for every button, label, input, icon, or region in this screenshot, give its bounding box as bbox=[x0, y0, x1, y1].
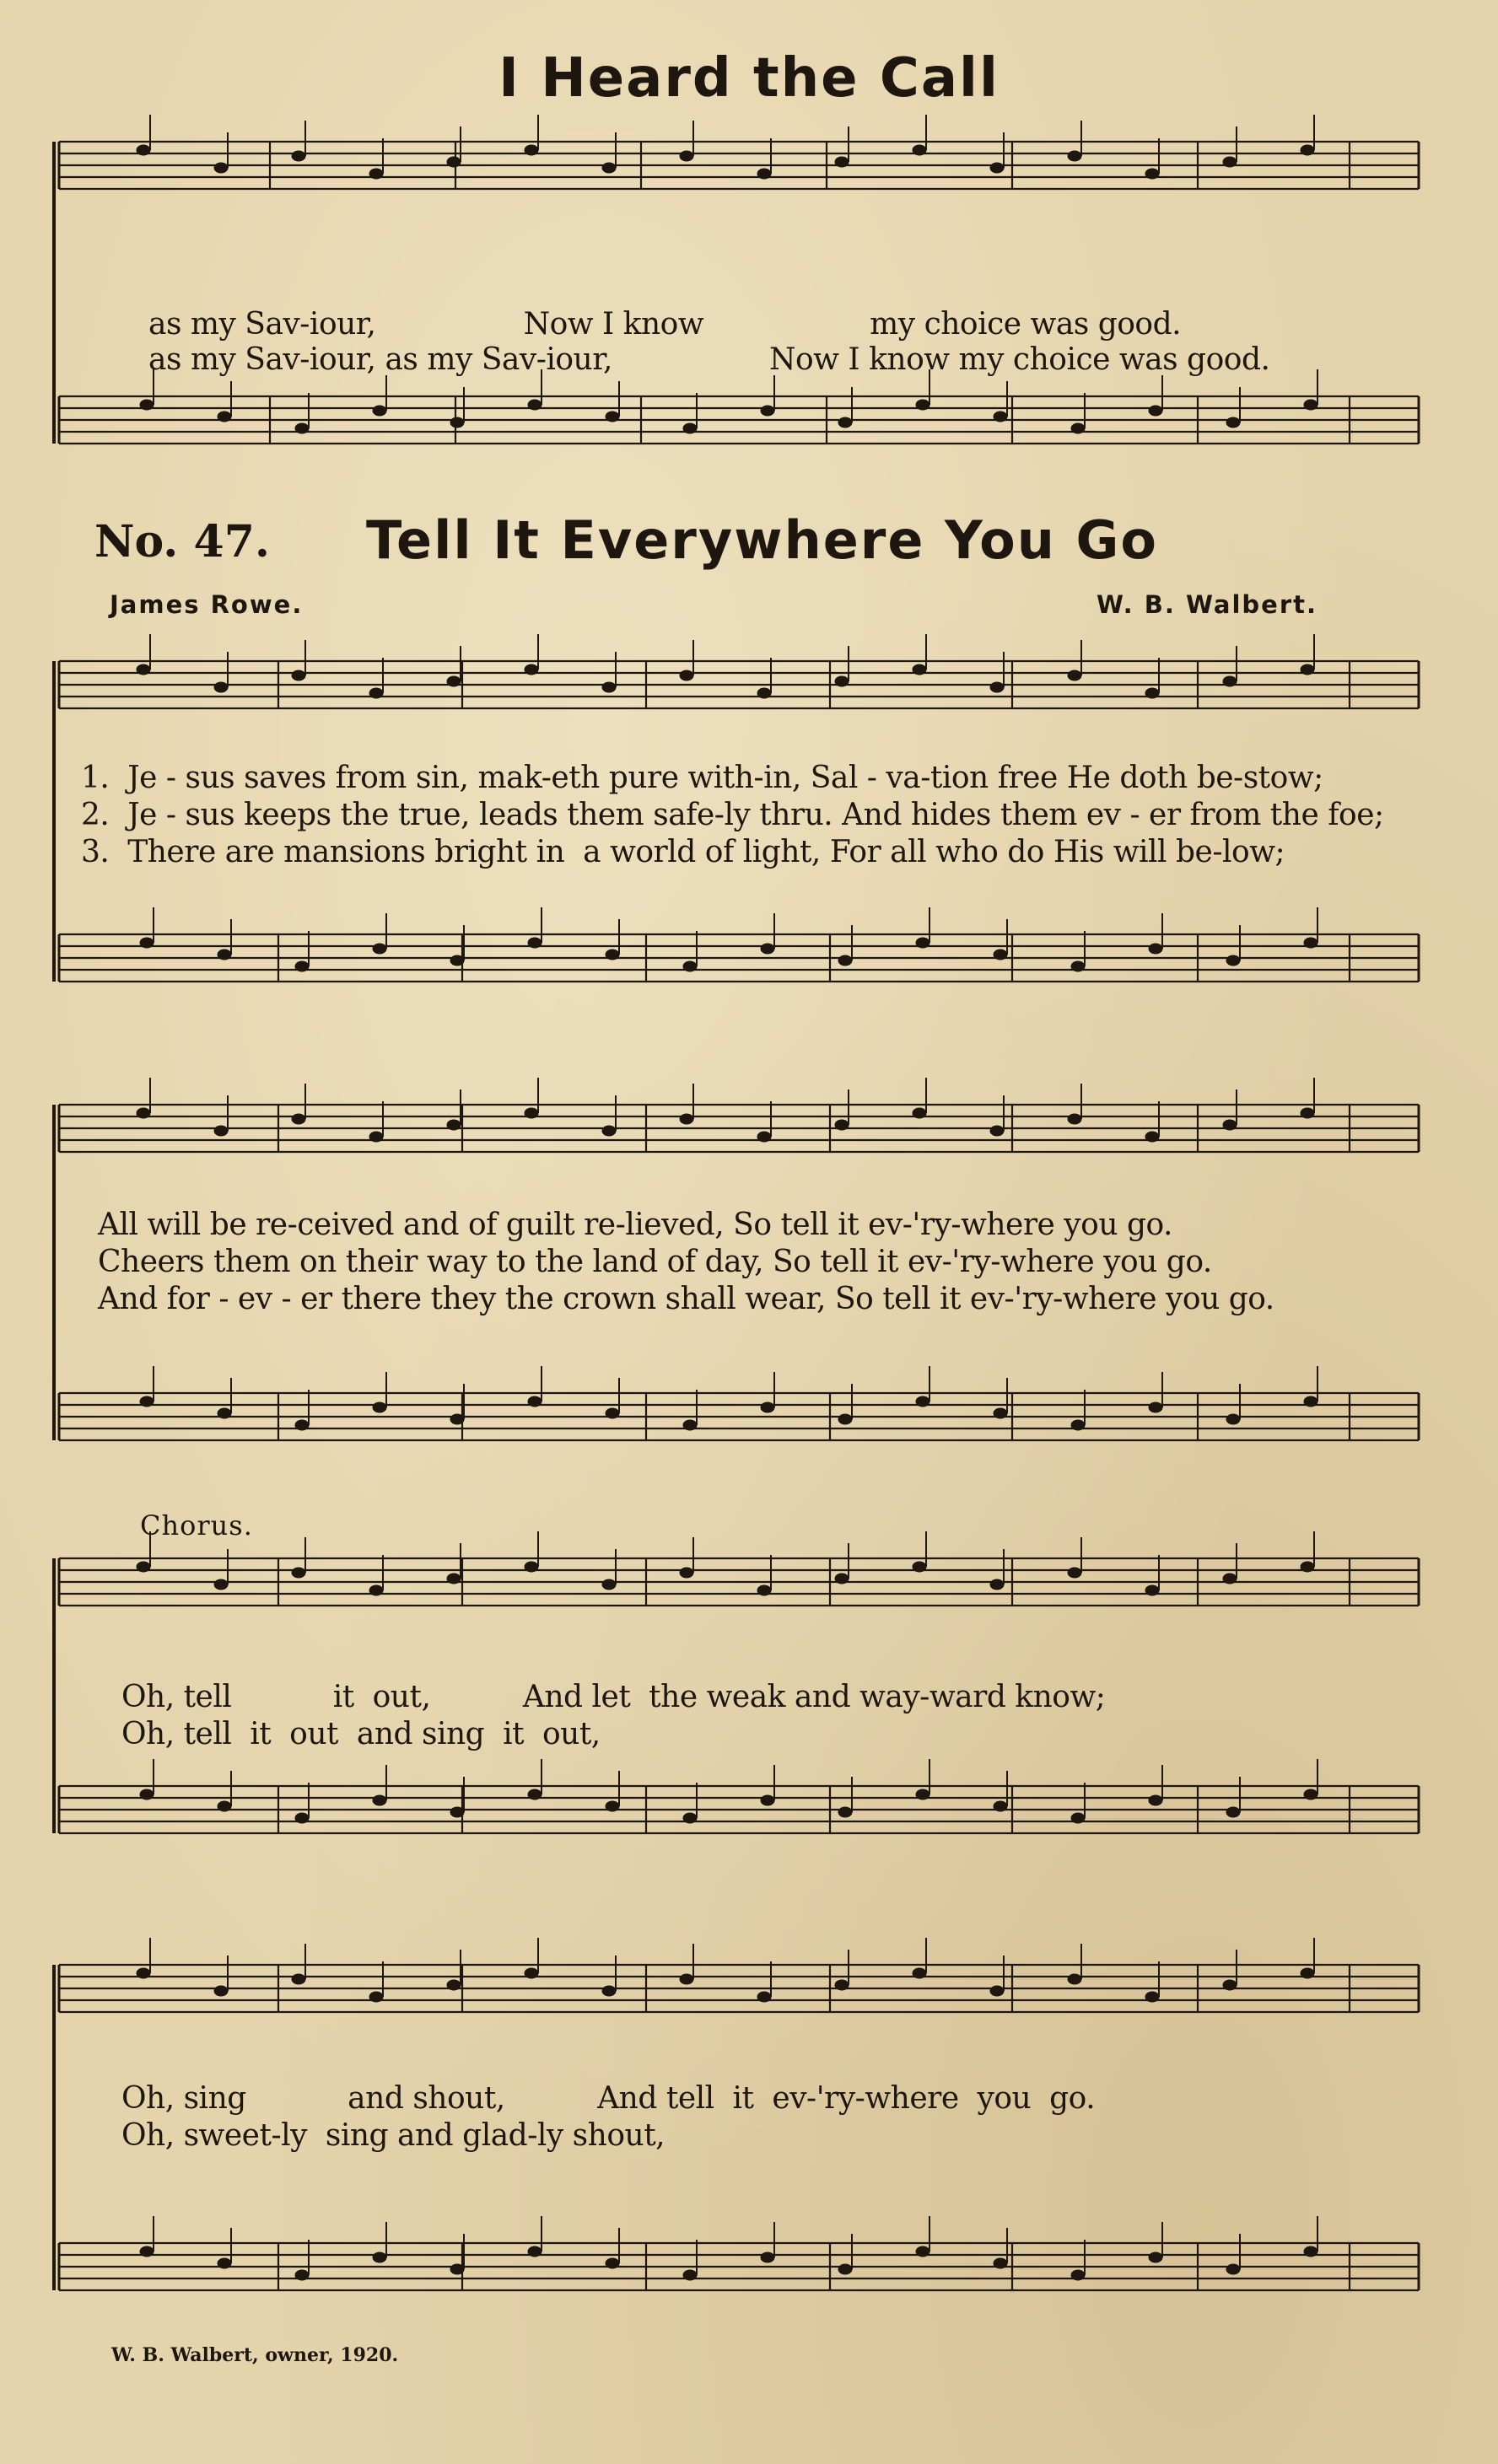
chorus-system-1-treble-note bbox=[214, 1579, 228, 1590]
prev-system-bass-note bbox=[761, 406, 774, 416]
verse-system-2-treble-note bbox=[447, 1120, 461, 1130]
chorus-system-1-treble-note bbox=[757, 1585, 771, 1595]
chorus-system-2-treble-note bbox=[525, 1968, 538, 1978]
verse-system-2-treble-note bbox=[990, 1126, 1004, 1136]
prev-system-bass-note bbox=[218, 412, 231, 422]
verse-system-1-bass-note bbox=[140, 938, 154, 948]
chorus-system-2-bass-note bbox=[295, 2270, 309, 2280]
verse-system-1-treble-note bbox=[913, 664, 926, 675]
prev-system-treble-note bbox=[680, 151, 693, 161]
verse-system-1-treble-note bbox=[214, 682, 228, 692]
chorus-system-2-bass-note bbox=[838, 2264, 852, 2274]
chorus-system-2-treble-note bbox=[137, 1968, 150, 1978]
verse-system-2-bass-note bbox=[606, 1408, 619, 1418]
chorus-system-2-bass-note bbox=[606, 2258, 619, 2268]
verse-1-line-1: 1. Je - sus saves from sin, mak-eth pure with-in, Sal - va-tion free He doth be-stow; bbox=[81, 761, 1323, 795]
chorus-system-1-bass-note bbox=[916, 1789, 930, 1800]
verse-system-1-treble-note bbox=[602, 682, 616, 692]
chorus-system-1-bass-note bbox=[373, 1795, 386, 1805]
verse-system-2-treble-note bbox=[1301, 1108, 1314, 1118]
verse-system-1-treble-note bbox=[1145, 688, 1159, 698]
verse-system-1-treble-note bbox=[680, 670, 693, 681]
verse-system-1-treble-note bbox=[990, 682, 1004, 692]
prev-system-bass-note bbox=[1226, 417, 1240, 428]
prev-system-treble-note bbox=[1068, 151, 1081, 161]
prev-system-treble-note bbox=[1223, 157, 1237, 167]
chorus-system-2-bass-note bbox=[218, 2258, 231, 2268]
prev-system-bass-note bbox=[528, 400, 542, 410]
chorus-system-2-treble-note bbox=[1145, 1992, 1159, 2002]
chorus-system-1-bass-note bbox=[528, 1789, 542, 1800]
verse-system-1-bass-note bbox=[295, 961, 309, 971]
chorus-line-1-top: Oh, tell it out, And let the weak and way-ward know; bbox=[121, 1680, 1106, 1714]
chorus-system-2-bass-note bbox=[1226, 2264, 1240, 2274]
prev-system-bass-note bbox=[683, 423, 697, 433]
verse-system-1-bass-note bbox=[528, 938, 542, 948]
chorus-system-1-treble-note bbox=[1223, 1574, 1237, 1584]
chorus-system-2-treble-note bbox=[1223, 1980, 1237, 1990]
prev-system-treble-note bbox=[447, 157, 461, 167]
verse-system-1-treble-note bbox=[1301, 664, 1314, 675]
verse-system-2-bass-note bbox=[295, 1420, 309, 1430]
chorus-system-1-treble-note bbox=[990, 1579, 1004, 1590]
chorus-system-1-treble-note bbox=[447, 1574, 461, 1584]
prev-system-treble-note bbox=[835, 157, 849, 167]
chorus-system-2-bass-note bbox=[1304, 2246, 1317, 2257]
chorus-system-1-treble-note bbox=[1068, 1568, 1081, 1578]
chorus-system-2-bass-note bbox=[683, 2270, 697, 2280]
verse-system-2-treble-note bbox=[369, 1132, 383, 1142]
chorus-system-1-bass-note bbox=[218, 1801, 231, 1811]
prev-lyric-line-2: as my Sav-iour, as my Sav-iour, Now I know my choice was good. bbox=[148, 342, 1270, 377]
lyricist-credit: James Rowe. bbox=[110, 590, 304, 619]
verse-2-line-1: 2. Je - sus keeps the true, leads them safe-ly thru. And hides them ev - er from the foe; bbox=[81, 798, 1384, 832]
verse-1-line-2: All will be re-ceived and of guilt re-lieved, So tell it ev-'ry-where you go. bbox=[98, 1208, 1172, 1242]
prev-system-treble-note bbox=[602, 163, 616, 173]
verse-system-1-treble-note bbox=[1068, 670, 1081, 681]
verse-system-2-treble-note bbox=[1223, 1120, 1237, 1130]
verse-system-2-treble-note bbox=[214, 1126, 228, 1136]
verse-system-2-bass-note bbox=[528, 1396, 542, 1407]
verse-system-2-bass-note bbox=[994, 1408, 1007, 1418]
verse-system-1-bass-note bbox=[838, 955, 852, 966]
chorus-system-2-bass-note bbox=[916, 2246, 930, 2257]
chorus-system-1-bass-note bbox=[994, 1801, 1007, 1811]
verse-system-2-treble-note bbox=[1145, 1132, 1159, 1142]
copyright-notice: W. B. Walbert, owner, 1920. bbox=[111, 2344, 399, 2366]
verse-system-1-treble-note bbox=[1223, 676, 1237, 686]
verse-system-2-bass-note bbox=[373, 1402, 386, 1412]
chorus-label: Chorus. bbox=[140, 1509, 253, 1541]
chorus-system-1-bass-note bbox=[140, 1789, 154, 1800]
verse-system-1-bass-note bbox=[761, 944, 774, 954]
verse-system-2-bass-note bbox=[683, 1420, 697, 1430]
verse-system-2-treble-note bbox=[1068, 1114, 1081, 1124]
chorus-system-2-treble-note bbox=[835, 1980, 849, 1990]
verse-system-1-treble-note bbox=[292, 670, 305, 681]
chorus-system-2-treble-note bbox=[1068, 1974, 1081, 1984]
prev-system-bass-note bbox=[838, 417, 852, 428]
prev-system-bass-note bbox=[1149, 406, 1162, 416]
chorus-line-1-bottom: Oh, tell it out and sing it out, bbox=[121, 1717, 601, 1751]
prev-system-treble-note bbox=[1145, 169, 1159, 179]
chorus-system-1-bass-note bbox=[1304, 1789, 1317, 1800]
verse-system-2-treble-note bbox=[835, 1120, 849, 1130]
chorus-system-1-bass-note bbox=[1226, 1807, 1240, 1817]
prev-system-bass-note bbox=[140, 400, 154, 410]
verse-system-2-treble-note bbox=[913, 1108, 926, 1118]
hymn-title: Tell It Everywhere You Go bbox=[366, 509, 1158, 571]
verse-system-2-treble-note bbox=[680, 1114, 693, 1124]
prev-system-treble-note bbox=[137, 145, 150, 155]
verse-system-2-treble-note bbox=[525, 1108, 538, 1118]
verse-system-2-bass-note bbox=[838, 1414, 852, 1424]
prev-system-bass-note bbox=[295, 423, 309, 433]
verse-2-line-2: Cheers them on their way to the land of day, So tell it ev-'ry-where you go. bbox=[98, 1245, 1212, 1279]
verse-system-2-bass-note bbox=[761, 1402, 774, 1412]
chorus-system-2-treble-note bbox=[990, 1986, 1004, 1996]
verse-system-2-bass-note bbox=[140, 1396, 154, 1407]
chorus-system-2-bass-note bbox=[1149, 2252, 1162, 2262]
prev-lyric-line-1: as my Sav-iour, Now I know my choice was good. bbox=[148, 307, 1182, 342]
prev-system-treble-note bbox=[757, 169, 771, 179]
verse-system-1-bass-note bbox=[1304, 938, 1317, 948]
prev-system-bass-note bbox=[1071, 423, 1085, 433]
chorus-system-2-bass-note bbox=[1071, 2270, 1085, 2280]
chorus-system-2-treble-note bbox=[680, 1974, 693, 1984]
chorus-system-1-treble-note bbox=[602, 1579, 616, 1590]
chorus-system-1-bass-note bbox=[683, 1813, 697, 1823]
chorus-system-2-treble-note bbox=[757, 1992, 771, 2002]
prev-system-bass-note bbox=[916, 400, 930, 410]
chorus-system-1-treble-note bbox=[1301, 1562, 1314, 1572]
chorus-system-1-bass-note bbox=[1149, 1795, 1162, 1805]
chorus-system-1-treble-note bbox=[913, 1562, 926, 1572]
verse-system-1-treble-note bbox=[757, 688, 771, 698]
chorus-system-1-treble-note bbox=[525, 1562, 538, 1572]
chorus-system-2-treble-note bbox=[214, 1986, 228, 1996]
chorus-system-1-bass-note bbox=[450, 1807, 464, 1817]
verse-3-line-2: And for - ev - er there they the crown shall wear, So tell it ev-'ry-where you go. bbox=[98, 1282, 1274, 1316]
verse-system-2-bass-note bbox=[450, 1414, 464, 1424]
verse-system-1-treble-note bbox=[137, 664, 150, 675]
verse-system-2-treble-note bbox=[137, 1108, 150, 1118]
verse-system-1-bass-note bbox=[994, 950, 1007, 960]
chorus-system-1-treble-note bbox=[292, 1568, 305, 1578]
verse-system-1-bass-note bbox=[683, 961, 697, 971]
verse-3-line-1: 3. There are mansions bright in a world of light, For all who do His will be-low; bbox=[81, 835, 1285, 869]
prev-system-treble-note bbox=[1301, 145, 1314, 155]
prev-system-treble-note bbox=[292, 151, 305, 161]
verse-system-1-treble-note bbox=[447, 676, 461, 686]
chorus-system-1-bass-note bbox=[1071, 1813, 1085, 1823]
verse-system-2-bass-note bbox=[1226, 1414, 1240, 1424]
chorus-system-1-bass-note bbox=[838, 1807, 852, 1817]
verse-system-1-bass-note bbox=[1226, 955, 1240, 966]
chorus-system-2-bass-note bbox=[373, 2252, 386, 2262]
chorus-system-2-bass-note bbox=[140, 2246, 154, 2257]
chorus-system-1-treble-note bbox=[835, 1574, 849, 1584]
chorus-system-2-bass-note bbox=[994, 2258, 1007, 2268]
chorus-system-2-treble-note bbox=[447, 1980, 461, 1990]
verse-system-1-bass-note bbox=[1149, 944, 1162, 954]
verse-system-2-bass-note bbox=[1149, 1402, 1162, 1412]
chorus-system-1-treble-note bbox=[680, 1568, 693, 1578]
chorus-system-2-treble-note bbox=[292, 1974, 305, 1984]
prev-system-treble-note bbox=[525, 145, 538, 155]
verse-system-2-bass-note bbox=[218, 1408, 231, 1418]
prev-system-bass-note bbox=[1304, 400, 1317, 410]
chorus-system-2-bass-note bbox=[528, 2246, 542, 2257]
chorus-system-1-bass-note bbox=[761, 1795, 774, 1805]
verse-system-1-bass-note bbox=[916, 938, 930, 948]
chorus-system-1-treble-note bbox=[1145, 1585, 1159, 1595]
verse-system-2-treble-note bbox=[757, 1132, 771, 1142]
chorus-system-1-treble-note bbox=[137, 1562, 150, 1572]
prev-system-treble-note bbox=[990, 163, 1004, 173]
chorus-system-1-treble-note bbox=[369, 1585, 383, 1595]
composer-credit: W. B. Walbert. bbox=[1097, 590, 1318, 619]
prev-system-treble-note bbox=[369, 169, 383, 179]
verse-system-1-bass-note bbox=[218, 950, 231, 960]
chorus-line-2-bottom: Oh, sweet-ly sing and glad-ly shout, bbox=[121, 2118, 665, 2153]
verse-system-1-bass-note bbox=[450, 955, 464, 966]
chorus-system-2-bass-note bbox=[450, 2264, 464, 2274]
verse-system-1-treble-note bbox=[835, 676, 849, 686]
prev-system-bass-note bbox=[994, 412, 1007, 422]
chorus-system-2-treble-note bbox=[913, 1968, 926, 1978]
verse-system-1-bass-note bbox=[373, 944, 386, 954]
chorus-system-2-treble-note bbox=[369, 1992, 383, 2002]
prev-system-treble-note bbox=[214, 163, 228, 173]
prev-system-bass-note bbox=[373, 406, 386, 416]
prev-system-bass-note bbox=[606, 412, 619, 422]
verse-system-2-bass-note bbox=[916, 1396, 930, 1407]
chorus-system-2-bass-note bbox=[761, 2252, 774, 2262]
verse-system-1-bass-note bbox=[606, 950, 619, 960]
chorus-system-1-bass-note bbox=[295, 1813, 309, 1823]
verse-system-1-treble-note bbox=[525, 664, 538, 675]
prev-system-treble-note bbox=[913, 145, 926, 155]
verse-system-1-treble-note bbox=[369, 688, 383, 698]
verse-system-2-bass-note bbox=[1071, 1420, 1085, 1430]
prev-system-bass-note bbox=[450, 417, 464, 428]
chorus-line-2-top: Oh, sing and shout, And tell it ev-'ry-where you go. bbox=[121, 2081, 1096, 2116]
verse-system-2-bass-note bbox=[1304, 1396, 1317, 1407]
hymn-number: No. 47. bbox=[94, 516, 270, 568]
verse-system-2-treble-note bbox=[602, 1126, 616, 1136]
chorus-system-2-treble-note bbox=[1301, 1968, 1314, 1978]
verse-system-2-treble-note bbox=[292, 1114, 305, 1124]
chorus-system-1-bass-note bbox=[606, 1801, 619, 1811]
verse-system-1-bass-note bbox=[1071, 961, 1085, 971]
previous-hymn-title: I Heard the Call bbox=[498, 47, 1000, 110]
chorus-system-2-treble-note bbox=[602, 1986, 616, 1996]
